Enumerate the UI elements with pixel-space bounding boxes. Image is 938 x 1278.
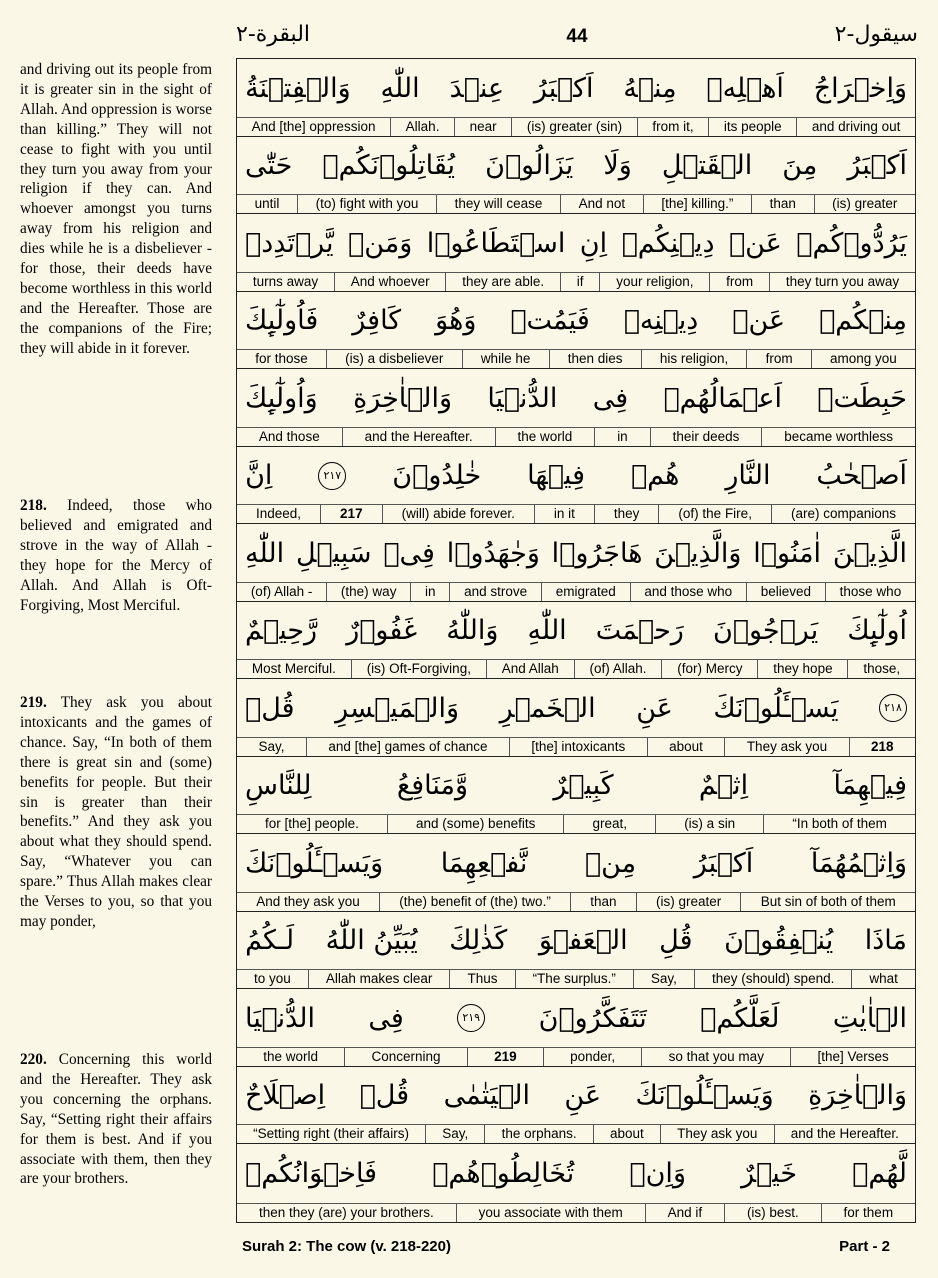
word-translation: his religion, (641, 350, 747, 368)
word-translation: Say, (425, 1125, 484, 1143)
verse-row (237, 1144, 915, 1222)
translation-line (237, 504, 915, 523)
word-translation: then dies (549, 350, 641, 368)
word-translation: And those (258, 428, 320, 444)
arabic-word: يَرۡجُوۡنَ (712, 615, 819, 646)
arabic-word: يُبَيِّنُ اللّٰهُ (325, 925, 418, 956)
arabic-line (237, 602, 915, 660)
arabic-word: مِنَ (782, 150, 818, 181)
word-translation: They ask you (660, 1125, 774, 1143)
arabic-word: اِصۡلَاحٌ (245, 1080, 326, 1111)
arabic-word: يُقَاتِلُوۡنَكُمۡ (322, 150, 456, 181)
word-translation: the world (263, 1048, 319, 1064)
verse-row (237, 292, 915, 370)
word-translation: But sin of both of them (740, 893, 915, 911)
word-translation: its people (708, 118, 796, 136)
arabic-word: وَاِنۡ (629, 1157, 686, 1189)
surah-reference: Surah 2: The cow (v. 218-220) (242, 1238, 451, 1255)
word-translation: (of) Allah - (250, 583, 313, 599)
word-translation: (is) best. (724, 1204, 821, 1222)
word-translation: (of) Allah. (574, 660, 662, 678)
word-translation: (is) Oft-Forgiving, (351, 660, 486, 678)
arabic-word: وَاِثۡمُهُمَآ (810, 847, 907, 879)
word-translation: for those (255, 351, 308, 366)
arabic-word: الۡيَتٰمٰى (443, 1080, 530, 1111)
page-footer (242, 1238, 918, 1260)
word-translation: for them (821, 1204, 915, 1222)
word-translation: became worthless (761, 428, 915, 446)
word-translation: And not (560, 195, 643, 213)
paragraph-220: 220. Concerning this world and the Hereafter. They ask you concerning the orphans. Say, “Setting right their affairs for them is best. And if you associate with them, then they are your brothers. (20, 1051, 212, 1188)
arabic-line (237, 137, 915, 195)
arabic-word: اِثۡمٌ (698, 770, 749, 801)
verse-row (237, 834, 915, 912)
arabic-word: اَكۡبَرُ (847, 150, 907, 181)
arabic-line (237, 989, 915, 1047)
arabic-word: يَرُدُّوۡكُمۡ (796, 227, 907, 259)
word-translation: from (709, 273, 769, 291)
word-translation: (to) fight with you (297, 195, 436, 213)
arabic-line (237, 912, 915, 970)
word-translation: so that you may (641, 1048, 790, 1066)
word-translation: to you (253, 971, 291, 986)
arabic-word: يُنۡفِقُوۡنَ (724, 925, 834, 956)
word-translation: And Allah (486, 660, 574, 678)
translation-line (237, 349, 915, 368)
verse-row (237, 447, 915, 525)
word-translation: those, (847, 660, 915, 678)
word-translation: “In both of them (763, 815, 915, 833)
word-translation: then they (are) your brothers. (258, 1204, 434, 1220)
word-translation: “Setting right (their affairs) (253, 1126, 409, 1141)
word-translation: the world (495, 428, 595, 446)
word-translation: Allah makes clear (308, 970, 450, 988)
word-translation: Allah. (390, 118, 454, 136)
word-translation: And whoever (334, 273, 445, 291)
paragraph-219: 219. They ask you about intoxicants and the games of chance. Say, “In both of them there is great sin and (some) benefits for people. But their sin is greater than their benefits.” And they ask you about what they should spend. Say, “Whatever you can spare.” Thus Allah makes clear the Verses to you, so that you may ponder, (20, 694, 212, 930)
word-translation: (will) abide forever. (382, 505, 534, 523)
translation-line (237, 582, 915, 601)
word-translation: for [the] people. (265, 816, 359, 831)
paragraph-218: 218. Indeed, those who believed and emigrated and strove in the way of Allah - they hope for the Mercy of Allah. And Allah is Oft-Forgiving, Most Merciful. (20, 497, 212, 614)
word-translation: And if (645, 1204, 724, 1222)
arabic-word: اَكۡبَرُ (693, 847, 754, 879)
word-translation: until (254, 196, 280, 211)
word-translation: your religion, (599, 273, 709, 291)
arabic-word: لَـكُمُ (245, 925, 295, 956)
word-translation: (are) companions (771, 505, 915, 523)
word-translation: what (851, 970, 915, 988)
word-translation: believed (746, 583, 825, 601)
verse-row (237, 679, 915, 757)
arabic-word: مِنۡهُ (623, 72, 677, 104)
verse-row (237, 214, 915, 292)
arabic-word: لَعَلَّكُمۡ (700, 1002, 780, 1034)
arabic-word: قُلۡ (359, 1080, 410, 1111)
arabic-word: وَالۡمَيۡسِرِ (335, 692, 460, 724)
arabic-word: وَهُوَ (435, 305, 477, 336)
arabic-line (237, 757, 915, 815)
part-label: Part - 2 (839, 1238, 890, 1255)
arabic-word: حَبِطَتۡ (817, 382, 907, 414)
arabic-word: يَّرۡتَدِدۡ (245, 227, 334, 259)
word-translation: And [the] oppression (251, 118, 376, 134)
translation-line (237, 117, 915, 136)
word-translation: Thus (449, 970, 514, 988)
arabic-word: وَاُولٰٓٮِٕكَ (245, 382, 318, 414)
word-translation: (is) a disbeliever (326, 350, 462, 368)
arabic-word: وَيَسۡـَٔلُوۡنَكَ (245, 847, 384, 879)
verse-row (237, 137, 915, 215)
arabic-line (237, 1144, 915, 1202)
arabic-line (237, 679, 915, 737)
verse-row (237, 524, 915, 602)
arabic-line (237, 447, 915, 505)
arabic-line (237, 524, 915, 582)
word-translation: And they ask you (256, 893, 360, 909)
arabic-word: فِىۡ (383, 537, 435, 569)
arabic-word: غَفُوۡرٌ (346, 615, 418, 646)
arabic-word: اَهۡلِهٖ (706, 72, 784, 104)
arabic-word: مَاذَا (864, 925, 907, 956)
arabic-word: فَاِخۡوَانُكُمۡ (245, 1157, 378, 1189)
arabic-word: اَعۡمَالُهُمۡ (663, 382, 782, 414)
arabic-word: اللّٰهِ (527, 615, 567, 646)
word-translation: (for) Mercy (661, 660, 757, 678)
word-translation: and strove (449, 583, 541, 601)
arabic-word: تَتَفَكَّرُوۡنَ (538, 1002, 647, 1034)
arabic-word: عَنۡ (728, 227, 782, 259)
arabic-word: قُلۡ (245, 692, 295, 724)
arabic-word: خَيۡرٌ (741, 1157, 798, 1189)
word-translation: (is) a sin (655, 815, 763, 833)
arabic-word: فِى (368, 1002, 404, 1034)
arabic-word: اَكۡبَرُ (533, 72, 594, 104)
arabic-word: كَبِيۡرٌ (553, 770, 614, 801)
word-translation: from it, (637, 118, 708, 136)
surah-name: البقرة-٢ (236, 22, 311, 47)
arabic-word: وَاللّٰهُ (446, 615, 499, 646)
word-translation: they are able. (445, 273, 559, 291)
word-translation: (of) the Fire, (658, 505, 771, 523)
arabic-word: اسۡتَطَاعُوۡا (426, 227, 566, 259)
page-header (236, 22, 918, 54)
verse-row (237, 602, 915, 680)
translation-line (237, 659, 915, 678)
word-translation: Say, (258, 738, 285, 754)
arabic-line (237, 214, 915, 272)
arabic-word: الۡاٰيٰتِ (832, 1002, 907, 1034)
arabic-word: لَّهُمۡ (852, 1157, 907, 1189)
arabic-word: قُلِ (659, 925, 693, 956)
word-translation: from (746, 350, 810, 368)
translation-column (20, 60, 212, 1240)
arabic-word: وَالۡاٰخِرَةِ (353, 382, 452, 414)
word-translation: (is) greater (636, 893, 741, 911)
ayah-marker: ٢١٨ (879, 694, 907, 722)
word-translation: [the] Verses (790, 1048, 915, 1066)
word-translation: turns away (252, 273, 319, 289)
arabic-word: مِنۡكُمۡ (819, 305, 907, 336)
word-translation: and (some) benefits (387, 815, 563, 833)
word-translation: and [the] games of chance (306, 738, 509, 756)
translation-line (237, 272, 915, 291)
word-translation: about (647, 738, 725, 756)
word-translation: and the Hereafter. (342, 428, 495, 446)
part-name: سيقول-٢ (834, 22, 918, 47)
verse-row (237, 59, 915, 137)
word-translation: they hope (757, 660, 847, 678)
word-translation: they (594, 505, 659, 523)
verse-row (237, 757, 915, 835)
word-by-word-grid (236, 58, 916, 1223)
verse-number: 219 (467, 1048, 543, 1066)
word-translation: near (454, 118, 511, 136)
arabic-word: وَلَا (603, 150, 632, 181)
word-translation: you associate with them (456, 1204, 645, 1222)
word-translation: those who (825, 583, 915, 601)
translation-line (237, 1203, 915, 1222)
word-translation: [the] intoxicants (509, 738, 647, 756)
arabic-word: اللّٰهِ (245, 537, 285, 569)
word-translation: and the Hereafter. (774, 1125, 915, 1143)
word-translation: [the] killing.” (643, 195, 751, 213)
word-translation: and those who (630, 583, 746, 601)
word-translation: about (593, 1125, 660, 1143)
word-translation: Indeed, (256, 506, 302, 521)
word-translation: ponder, (543, 1048, 642, 1066)
arabic-word: هُمۡ (630, 460, 680, 491)
ayah-marker: ٢١٩ (457, 1004, 485, 1032)
word-translation: (is) greater (sin) (511, 118, 636, 136)
translation-line (237, 1124, 915, 1143)
translation-line (237, 969, 915, 988)
translation-line (237, 194, 915, 213)
word-translation: in (594, 428, 649, 446)
word-translation: than (570, 893, 636, 911)
arabic-word: اُولٰٓٮِٕكَ (847, 615, 907, 646)
arabic-line (237, 59, 915, 117)
paragraph-217-cont: and driving out its people from it is greater sin in the sight of Allah. And oppression is worse than killing.” They will not cease to fight with you until they turn you away from your religion if they can. And whoever amongst you turns away from his religion and dies while he is a disbeliever - for those, their deeds have become worthless in this world and the Hereafter. Those are the companions of the Fire; they will abide in it forever. (20, 61, 212, 357)
arabic-word: الۡعَفۡوَ (538, 925, 628, 956)
word-translation: if (560, 273, 599, 291)
arabic-word: وَجٰهَدُوۡا (446, 537, 540, 569)
ayah-marker: ٢١٧ (318, 462, 346, 490)
word-translation: than (751, 195, 814, 213)
word-translation: while he (462, 350, 549, 368)
verse-row (237, 912, 915, 990)
arabic-line (237, 834, 915, 892)
verse-row (237, 989, 915, 1067)
arabic-word: يَزَالُوۡنَ (485, 150, 574, 181)
word-translation: in it (534, 505, 594, 523)
word-translation: Most Merciful. (251, 661, 336, 676)
arabic-word: وَمَنۡ (348, 227, 413, 259)
arabic-word: سَبِيۡلِ (295, 537, 372, 569)
arabic-word: وَالَّذِيۡنَ (654, 537, 742, 569)
word-translation: Say, (633, 970, 694, 988)
translation-line (237, 892, 915, 911)
arabic-line (237, 292, 915, 350)
word-translation: they will cease (436, 195, 560, 213)
word-translation: they (should) spend. (694, 970, 851, 988)
arabic-word: فَاُولٰٓٮِٕكَ (245, 305, 319, 336)
word-translation: emigrated (541, 583, 630, 601)
arabic-word: نَّفۡعِهِمَا (440, 847, 528, 879)
word-translation: and driving out (796, 118, 915, 136)
arabic-word: الَّذِيۡنَ (832, 537, 907, 569)
arabic-word: يَسۡـَٔلُوۡنَكَ (713, 692, 839, 724)
arabic-word: عِنۡدَ (449, 72, 505, 104)
arabic-word: هَاجَرُوۡا (551, 537, 643, 569)
arabic-word: كَافِرٌ (352, 305, 402, 336)
arabic-word: وَّمَنَافِعُ (396, 770, 469, 801)
arabic-word: دِيۡنِهٖ (623, 305, 699, 336)
word-translation: great, (563, 815, 655, 833)
word-translation: (the) way (326, 583, 410, 601)
arabic-word: فَيَمُتۡ (510, 305, 590, 336)
arabic-word: اللّٰهِ (380, 72, 420, 104)
word-translation: the orphans. (484, 1125, 592, 1143)
word-translation: Concerning (344, 1048, 467, 1066)
translation-line (237, 1047, 915, 1066)
arabic-word: اَصۡحٰبُ (816, 460, 907, 491)
verse-row (237, 1067, 915, 1145)
translation-line (237, 814, 915, 833)
arabic-line (237, 1067, 915, 1125)
arabic-line (237, 369, 915, 427)
word-translation: they turn you away (769, 273, 915, 291)
word-translation: their deeds (650, 428, 762, 446)
arabic-word: اٰمَنُوۡا (753, 537, 822, 569)
word-translation: (is) greater (814, 195, 915, 213)
translation-line (237, 737, 915, 756)
page-number: 44 (566, 26, 588, 47)
arabic-word: فِيۡهِمَآ (833, 770, 907, 801)
arabic-word: تُخَالِطُوۡهُمۡ (432, 1157, 575, 1189)
arabic-word: الۡخَمۡرِ (499, 692, 596, 724)
arabic-word: لِلنَّاسِ (245, 770, 312, 801)
arabic-word: فِيۡهَا (527, 460, 586, 491)
arabic-word: وَاِخۡرَاجُ (813, 72, 907, 104)
arabic-word: الدُّنۡيَا (487, 382, 558, 414)
word-translation: among you (811, 350, 915, 368)
arabic-word: خٰلِدُوۡنَ (392, 460, 482, 491)
arabic-word: عَنۡ (732, 305, 786, 336)
arabic-word: وَيَسۡـَٔلُوۡنَكَ (635, 1080, 774, 1111)
arabic-word: اِنِ (579, 227, 608, 259)
verse-row (237, 369, 915, 447)
arabic-word: فِى (592, 382, 629, 414)
arabic-word: اِنَّ (245, 460, 273, 491)
arabic-word: رَّحِيۡمٌ (245, 615, 318, 646)
arabic-word: مِنۡ (584, 847, 637, 879)
word-translation: (the) benefit of (the) two.” (379, 893, 570, 911)
arabic-word: الدُّنۡيَا (245, 1002, 316, 1034)
arabic-word: النَّارِ (725, 460, 771, 491)
verse-number: 218 (849, 738, 915, 756)
arabic-word: حَتّٰى (245, 150, 293, 181)
translation-line (237, 427, 915, 446)
arabic-word: وَالۡفِتۡنَةُ (245, 72, 351, 104)
arabic-word: عَنِ (564, 1080, 602, 1111)
arabic-word: وَالۡاٰخِرَةِ (808, 1080, 907, 1111)
arabic-word: عَنِ (636, 692, 673, 724)
word-translation: in (410, 583, 449, 601)
word-translation: They ask you (724, 738, 848, 756)
word-translation: “The surplus.” (515, 970, 633, 988)
arabic-word: رَحۡمَتَ (595, 615, 684, 646)
arabic-word: كَذٰلِكَ (449, 925, 508, 956)
verse-number: 217 (320, 505, 382, 523)
arabic-word: الۡقَتۡلِ (661, 150, 753, 181)
arabic-word: دِيۡنِكُمۡ (621, 227, 715, 259)
